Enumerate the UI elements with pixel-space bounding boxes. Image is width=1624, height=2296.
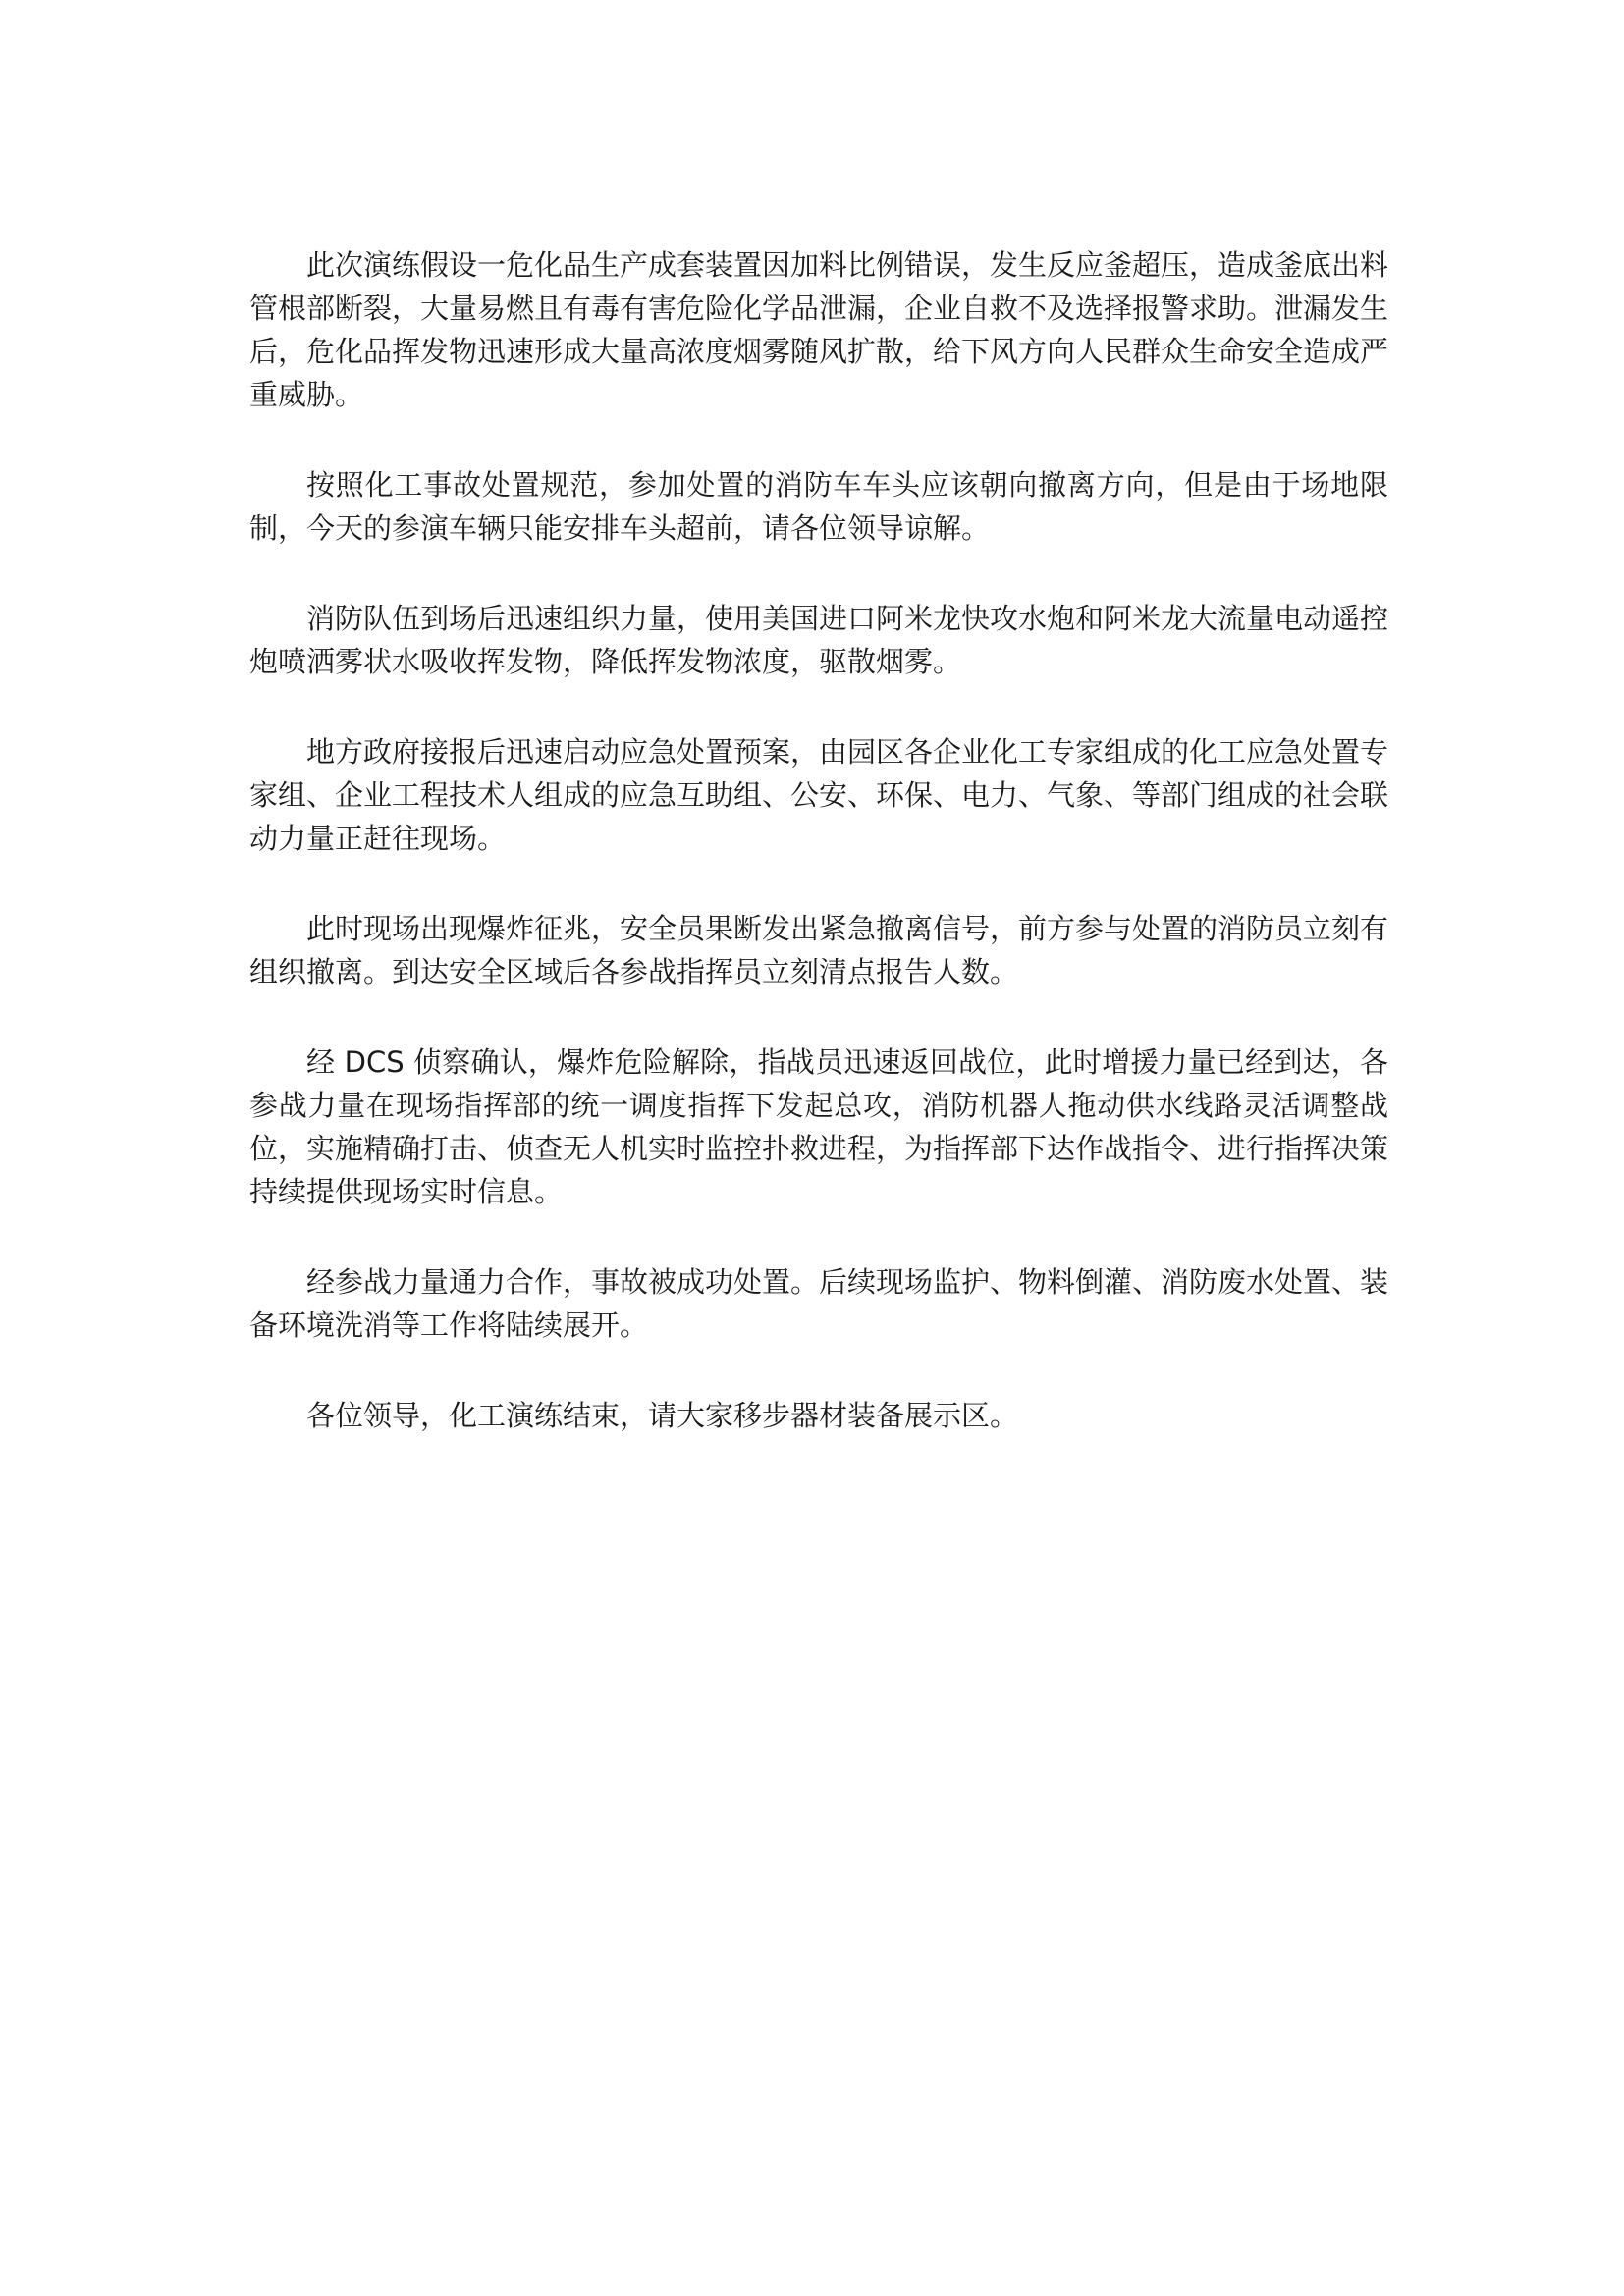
- paragraph-evacuation: 此时现场出现爆炸征兆，安全员果断发出紧急撤离信号，前方参与处置的消防员立刻有组织撤离。到达安全区域后各参战指挥员立刻清点报告人数。: [249, 912, 1389, 988]
- paragraph-government-response: 地方政府接报后迅速启动应急处置预案，由园区各企业化工专家组成的化工应急处置专家组、企业工程技术人组成的应急互助组、公安、环保、电力、气象、等部门组成的社会联动力量正赶往现场。: [249, 735, 1389, 855]
- paragraph-fire-response: 消防队伍到场后迅速组织力量，使用美国进口阿米龙快攻水炮和阿米龙大流量电动遥控炮喷洒雾状水吸收挥发物，降低挥发物浓度，驱散烟雾。: [249, 602, 1389, 678]
- document-body: [249, 243, 1388, 1484]
- paragraph-vehicle-note: 按照化工事故处置规范，参加处置的消防车车头应该朝向撤离方向，但是由于场地限制，今天的参演车辆只能安排车头超前，请各位领导谅解。: [249, 468, 1388, 545]
- paragraph-closing: 各位领导，化工演练结束，请大家移步器材装备展示区。: [306, 1399, 1019, 1432]
- paragraph-resolution: 经参战力量通力合作，事故被成功处置。后续现场监护、物料倒灌、消防废水处置、装备环境洗消等工作将陆续展开。: [249, 1265, 1389, 1342]
- paragraph-scenario: 此次演练假设一危化品生产成套装置因加料比例错误，发生反应釜超压，造成釜底出料管根部断裂，大量易燃且有毒有害危险化学品泄漏，企业自救不及选择报警求助。泄漏发生后，危化品挥发物迅速形成大量高浓度烟雾随风扩散，给下风方向人民群众生命安全造成严重威胁。: [249, 248, 1389, 411]
- paragraph-assault: 经 DCS 侦察确认，爆炸危险解除，指战员迅速返回战位，此时增援力量已经到达，各参战力量在现场指挥部的统一调度指挥下发起总攻，消防机器人拖动供水线路灵活调整战位，实施精确打击、侦查无人机实时监控扑救进程，为指挥部下达作战指令、进行指挥决策持续提供现场实时信息。: [249, 1045, 1389, 1208]
